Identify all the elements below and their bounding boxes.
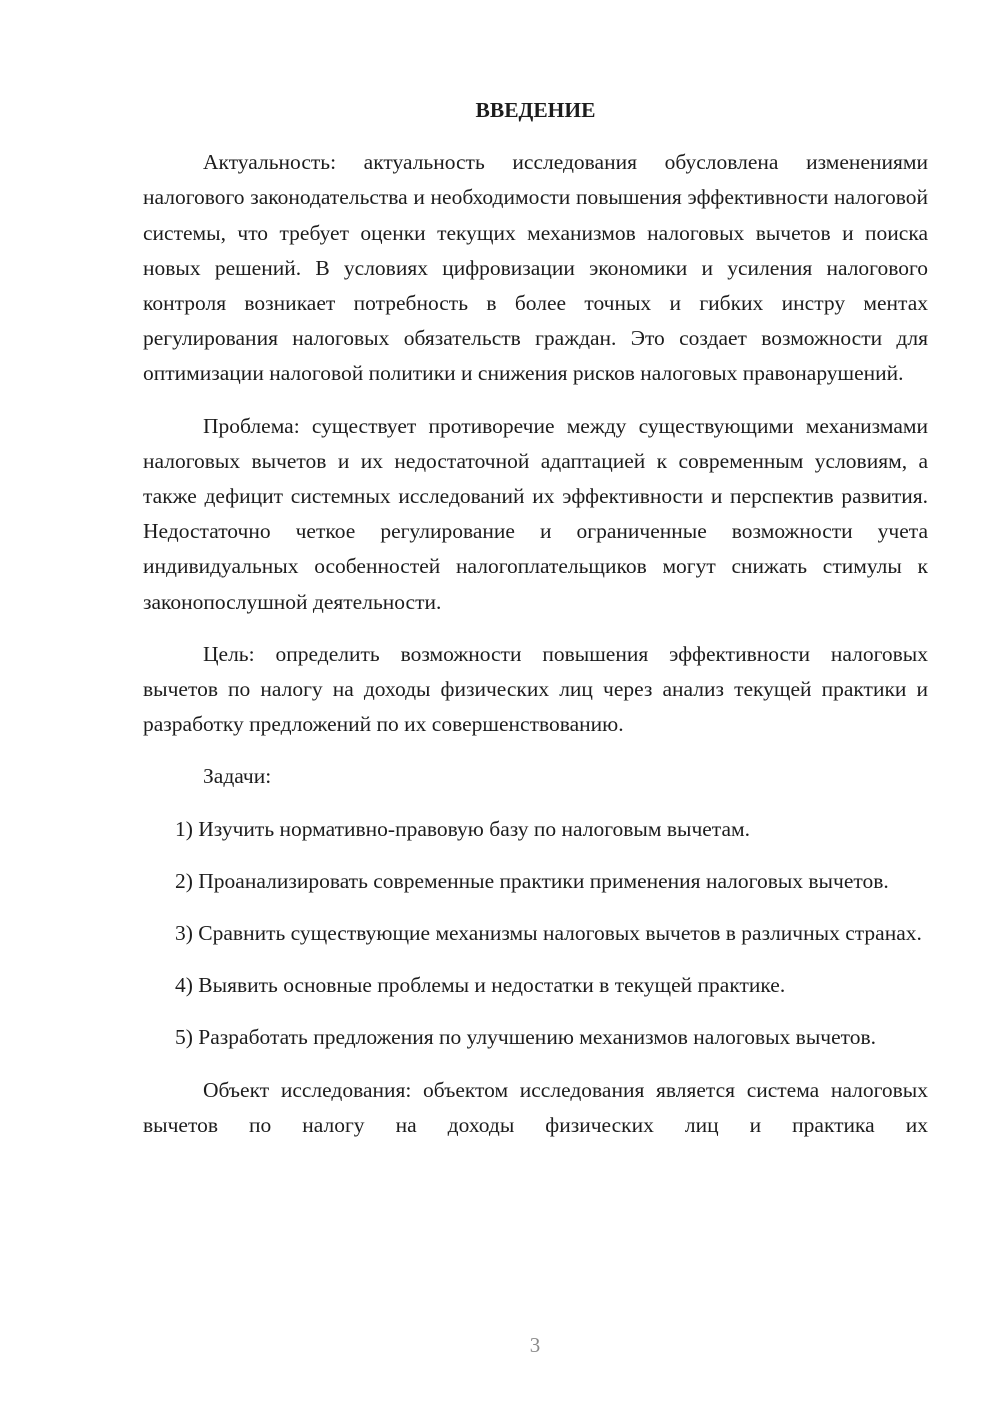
tasks-heading: Задачи: [203, 764, 272, 789]
page-content [143, 93, 928, 1143]
object-paragraph: Объект исследования: объектом исследования является система налоговых вычетов по налогу на доходы физических лиц и практика их [143, 1077, 928, 1137]
problem-paragraph: Проблема: существует противоречие между существующими механизмами налоговых вычетов и их недостаточной адаптацией к современным условиям, а также дефицит системных исследований их эффективности и перспектив развития. Недостаточно четкое регулирование и ограниченные возможности учета индивидуальных особенностей налогоплательщиков могут снижать стимулы к законопослушной деятельности. [143, 413, 928, 614]
goal-paragraph: Цель: определить возможности повышения эффективности налоговых вычетов по налогу на доходы физических лиц через анализ текущей практики и разработку предложений по их совершенствованию. [143, 641, 928, 737]
page-number: 3 [529, 1333, 541, 1357]
task-item: 1) Изучить нормативно-правовую базу по налоговым вычетам. [175, 816, 750, 841]
section-title: ВВЕДЕНИЕ [475, 98, 596, 122]
task-item: 3) Сравнить существующие механизмы налоговых вычетов в различных странах. [175, 921, 922, 946]
task-item: 4) Выявить основные проблемы и недостатки в текущей практике. [175, 973, 786, 998]
relevance-paragraph: Актуальность: актуальность исследования обусловлена изменениями налогового законодательства и необходимости повышения эффективности налоговой системы, что требует оценки текущих механизмов налоговых вычетов и поиска новых решений. В условиях цифровизации экономики и усиления налогового контроля возникает потребность в более точных и гибких инстру ментах регулирования налоговых обязательств граждан. Это создает возможности для оптимизации налоговой политики и снижения рисков налоговых правонарушений. [143, 150, 928, 386]
task-item: 2) Проанализировать современные практики применения налоговых вычетов. [175, 868, 889, 893]
task-item: 5) Разработать предложения по улучшению механизмов налоговых вычетов. [175, 1025, 877, 1050]
